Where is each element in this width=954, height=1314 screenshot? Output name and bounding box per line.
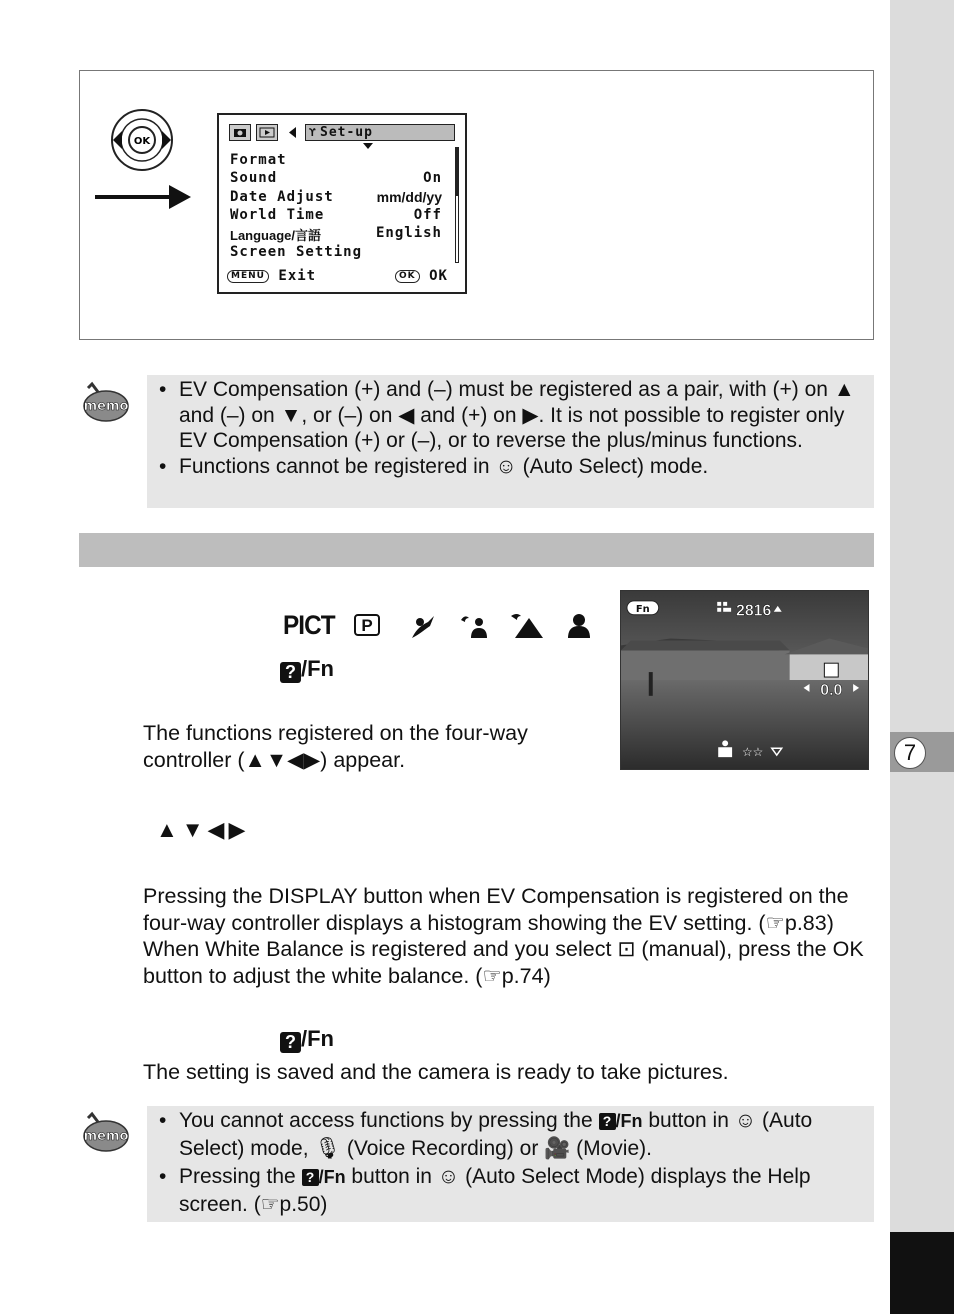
night-scene-icon: [408, 612, 438, 640]
memo-box-2: [147, 1106, 874, 1222]
down-caret-icon: [363, 143, 373, 149]
chapter-number: 7: [894, 737, 926, 769]
saved-paragraph: The setting is saved and the camera is ready to take pictures.: [143, 1060, 729, 1084]
exit-label: Exit: [278, 268, 317, 284]
white-balance-text: When White Balance is registered and you select ⊡ (manual), press the OK button to adjust the white balance. (☞p.74): [143, 937, 864, 988]
display-text: Pressing the DISPLAY button when EV Compensation is registered on the four-way controller displays a histogram showing the EV setting. (☞p.83): [143, 884, 849, 935]
right-arrow-icon: [95, 183, 195, 211]
side-page-block: [890, 1232, 954, 1314]
menu-footer: [227, 268, 457, 286]
four-way-controller-icon: [110, 108, 174, 172]
menu-row-format[interactable]: Format: [230, 152, 287, 168]
memo-box-1: [147, 375, 874, 508]
camera-preview-photo: [620, 590, 869, 770]
mode-icons-row: [283, 610, 593, 644]
memo-item: • EV Compensation (+) and (–) must be registered as a pair, with (+) on ▲ and (–) on ▼, or (–) on ◀ and (+) on ▶. It is not possible to register only EV Compensation (+) or (–), or to reverse the plus/minus functions.: [159, 377, 871, 454]
help-fn-button-icon: ? /Fn: [280, 656, 334, 683]
memo-icon: [80, 1110, 132, 1154]
playback-tab-icon: [256, 124, 278, 141]
landscape-icon: [509, 612, 545, 640]
side-strip: [890, 0, 954, 1314]
menu-row-date-adjust[interactable]: Date Adjust mm/dd/yy: [230, 189, 442, 205]
program-mode-icon: P: [354, 614, 380, 636]
help-button-icon: ?: [302, 1169, 319, 1186]
figure-box: [79, 70, 874, 340]
remaining-shots: 2816: [736, 602, 772, 620]
menu-row-language[interactable]: Language/言語 English: [230, 225, 442, 243]
menu-row-sound[interactable]: Sound On: [230, 170, 442, 186]
memo-item: • Functions cannot be registered in ☺ (Auto Select) mode.: [159, 454, 871, 480]
appear-paragraph: The functions registered on the four-way controller (▲▼◀▶) appear.: [143, 721, 528, 772]
help-fn-button-icon: ? /Fn: [280, 1026, 334, 1053]
night-portrait-icon: [459, 612, 489, 640]
quality-stars: ☆☆: [742, 745, 764, 760]
fn-label: Fn: [635, 603, 650, 615]
memo-item: • You cannot access functions by pressing the ? /Fn button in ☺ (Auto Select) mode, 🎙 (Voice Recording) or 🎥 (Movie).: [159, 1107, 871, 1163]
section-header-bar: [79, 533, 874, 567]
ok-label: OK: [429, 268, 448, 284]
svg-text:memo: memo: [83, 399, 129, 414]
svg-text:OK: OK: [133, 136, 151, 147]
menu-row-screen-setting[interactable]: Screen Setting: [230, 244, 363, 260]
help-button-icon: ?: [599, 1113, 616, 1130]
camera-tab-icon: [229, 124, 251, 141]
ev-compensation-icon: [824, 663, 838, 677]
pict-mode-icon: PICT: [283, 610, 335, 640]
wrench-icon: ϒ: [309, 126, 317, 139]
memo-list-1: [159, 377, 871, 479]
memo-list-2: [159, 1107, 871, 1219]
portrait-icon: [566, 612, 592, 640]
display-paragraph: [143, 883, 883, 989]
menu-scrollbar[interactable]: [455, 147, 459, 263]
ev-value: 0.0: [820, 681, 843, 699]
menu-button-icon: MENU: [227, 270, 269, 283]
tab-left-arrow-icon: [289, 127, 297, 138]
memo-item: • Pressing the ? /Fn button in ☺ (Auto Select Mode) displays the Help screen. (☞p.50): [159, 1163, 871, 1219]
four-way-arrows-icon: ▲▼◀▶: [156, 817, 250, 842]
memo-icon: [80, 380, 132, 424]
menu-row-world-time[interactable]: World Time Off: [230, 207, 442, 223]
setup-menu-screen: [217, 113, 467, 294]
svg-text:memo: memo: [83, 1129, 129, 1144]
menu-title: ϒ Set-up: [305, 124, 455, 141]
ok-button-icon: OK: [395, 270, 420, 283]
